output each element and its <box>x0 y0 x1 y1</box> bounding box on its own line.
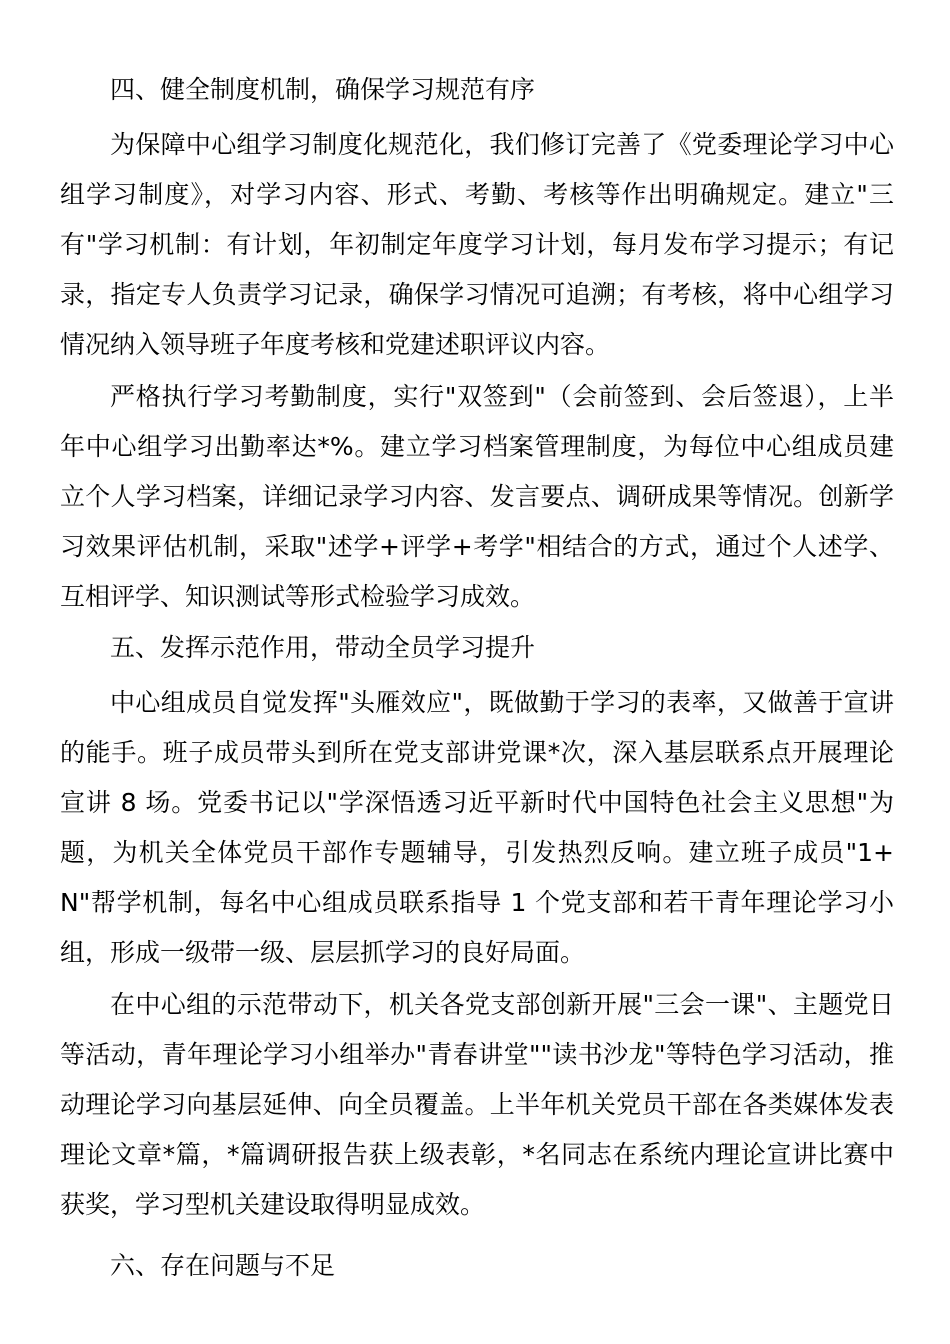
paragraph: 中心组成员自觉发挥"头雁效应"，既做勤于学习的表率，又做善于宣讲的能手。班子成员带头到所在党支部讲党课*次，深入基层联系点开展理论宣讲 8 场。党委书记以"学深悟透习近平新时代中国特色社会主义思想"为题，为机关全体党员干部作专题辅导，引发热烈反响。建立班子成员"1+N"帮学机制，每名中心组成员联系指导 1 个党支部和若干青年理论学习小组，形成一级带一级、层层抓学习的良好局面。 <box>60 688 894 967</box>
section-heading-4: 四、健全制度机制，确保学习规范有序 <box>110 75 536 104</box>
paragraph: 为保障中心组学习制度化规范化，我们修订完善了《党委理论学习中心组学习制度》，对学习内容、形式、考勤、考核等作出明确规定。建立"三有"学习机制：有计划，年初制定年度学习计划，每月发布学习提示；有记录，指定专人负责学习记录，确保学习情况可追溯；有考核，将中心组学习情况纳入领导班子年度考核和党建述职评议内容。 <box>60 130 894 359</box>
document-page <box>60 66 894 1296</box>
paragraph: 在中心组的示范带动下，机关各党支部创新开展"三会一课"、主题党日等活动，青年理论学习小组举办"青春讲堂""读书沙龙"等特色学习活动，推动理论学习向基层延伸、向全员覆盖。上半年机关党员干部在各类媒体发表理论文章*篇，*篇调研报告获上级表彰，*名同志在系统内理论宣讲比赛中获奖，学习型机关建设取得明显成效。 <box>60 990 894 1219</box>
paragraph: 严格执行学习考勤制度，实行"双签到"（会前签到、会后签退），上半年中心组学习出勤率达*%。建立学习档案管理制度，为每位中心组成员建立个人学习档案，详细记录学习内容、发言要点、调研成果等情况。创新学习效果评估机制，采取"述学+评学+考学"相结合的方式，通过个人述学、互相评学、知识测试等形式检验学习成效。 <box>60 382 894 611</box>
section-heading-5: 五、发挥示范作用，带动全员学习提升 <box>110 633 536 662</box>
section-heading-6: 六、存在问题与不足 <box>110 1251 336 1280</box>
